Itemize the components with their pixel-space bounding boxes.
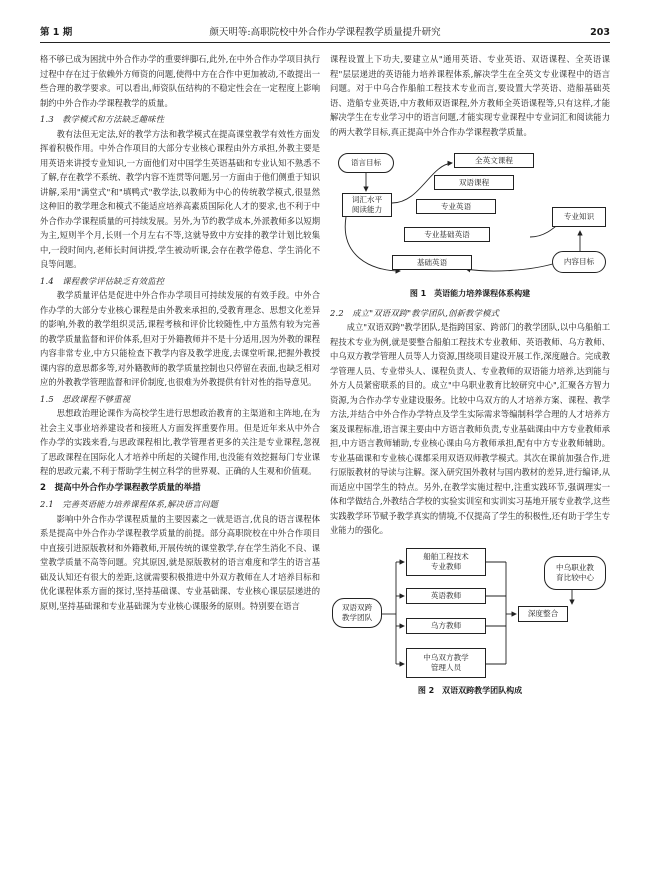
right-column xyxy=(330,52,610,864)
language-goal-node: 语言目标 xyxy=(338,153,394,173)
section-heading: 1.5 思政课程不够重视 xyxy=(40,393,131,404)
issue-number: 第 1 期 xyxy=(40,27,73,38)
comparison-center-node: 中乌职业教 育比较中心 xyxy=(544,556,606,590)
specialized-basic-english-node: 专业基础英语 xyxy=(404,227,490,242)
basic-english-node: 基础英语 xyxy=(392,255,472,270)
section-heading: 1.4 课程教学评估缺乏有效监控 xyxy=(40,275,165,286)
running-title: 颜天明等:高职院校中外合作办学课程教学质量提升研究 xyxy=(209,27,441,38)
ship-engineering-teacher-node: 船舶工程技术 专业教师 xyxy=(406,548,486,576)
chapter-heading: 2 提高中外合作办学课程教学质量的举措 xyxy=(40,482,201,493)
paragraph: 思想政治理论课作为高校学生进行思想政治教育的主渠道和主阵地,在为社会主义事业培养建设者和接班人方面发挥重要作用。但是近年来从中外合作办学的实践来看,与思政课程相比,教学管理者更多的关注是专业课程,忽视了思政课程在国际化人才培养中所起的关键作用,也没能有效挖掘每门专业课程的思政元素,不利于帮助学生树立科学的世界观、正确的人生观和价值观。 xyxy=(40,408,320,476)
paragraph: 格不够已成为困扰中外合作办学的重要绊脚石,此外,在中外合作办学项目执行过程中存在过于依赖外方师资的问题,使得中方在合作中更加被动,不敢提出一些合理的教学要求。可以看出,师资队伍结构的不稳定性会在一定程度上影响制约中外合作办学课程教学的质量。 xyxy=(40,54,320,108)
page-number: 203 xyxy=(590,27,610,38)
paragraph: 成立"双语双跨"教学团队,是指跨国家、跨部门的教学团队,以中乌船舶工程技术专业为例,就是要整合船舶工程技术专业教师、英语教师、乌方教师、中乌双方教学管理人员等人力资源,围绕项目建设开展工作,深度融合。完成教学管理人员、专业带头人、课程负责人、专业教师的双语能力培养,达到能与外方人员紧密联系的目的。成立"中乌职业教育比较研究中心",汇聚各方智力资源,为合作办学专业建设服务。比较中乌双方的人才培养方案、课程、教学方法,并结合中外合作办学特点及学生实际需求等编制科学合理的人才培养方案及课程标准,语言课主要由中方语言教师负责,专业基础课由中方专业教师承担,中方语言教师辅助,专业核心课由乌方教师承担,配有中方专业教师辅助。专业基础课和专业核心课都采用双语双师教学模式。其次在课前加强合作,进行原版教材的导读与注解。深入研究国外教材与国内教材的差异,进行编译,从而适应中国学生的特点。另外,在教学实施过程中,注重实践环节,强调理实一体和学做结合,外教结合学校的实验实训室和实训实习基地开展专业教学,这些实践教学环节赋予教学真实的情境,不仅提高了学生的积极性,还有助于学生专业能力的强化。 xyxy=(330,322,610,535)
bilingual-team-node: 双语双跨 教学团队 xyxy=(332,598,382,628)
full-english-course-node: 全英文课程 xyxy=(454,153,534,168)
management-staff-node: 中乌双方教学 管理人员 xyxy=(406,648,486,678)
paragraph: 教学质量评估是促进中外合作办学项目可持续发展的有效手段。中外合作办学的大部分专业核心课程是由外教来承担的,受教育理念、思想文化差异的影响,外教的教学组织灵活,课程考核和评价比较随性,中方虽然有较为完善的教学质量监督和评价体系,但对于外籍教师并不是十分适用,因为外教的课程内容非常专业,中方只能检查下教学内容及教学进度,去课堂听课,把握外教授课内容的意思都多等,对外籍教师的教学质量控制也只停留在表面,也缺乏相对应的外教教学管理监督和评价制度,也很难为外教提供有针对性的指导意见。 xyxy=(40,290,320,387)
bilingual-course-node: 双语课程 xyxy=(434,175,514,190)
figure-1-caption: 图 1 英语能力培养课程体系构建 xyxy=(409,289,531,298)
specialized-knowledge-node: 专业知识 xyxy=(552,207,606,227)
ukrainian-teacher-node: 乌方教师 xyxy=(406,618,486,634)
section-heading: 1.3 教学模式和方法缺乏趣味性 xyxy=(40,114,165,124)
section-heading: 2.2 成立"双语双跨"教学团队,创新教学模式 xyxy=(330,307,500,318)
content-goal-node: 内容目标 xyxy=(552,251,606,273)
figure-2-diagram xyxy=(330,546,610,682)
paragraph: 影响中外合作办学课程质量的主要因素之一就是语言,优良的语言课程体系是提高中外合作办学课程教学质量的前提。部分高职院校在中外合作项目中直接引进原版教材和外籍教师,开展传统的课堂教学,存在学生消化不良、课堂教学质量不高等问题。究其原因,就是原版教材的语言难度和学生的语言基础及认知还有很大的差距,这就需要积极推进中外双方教师在人才培养目标和优化课程体系方面的探讨,坚持基础课、专业基础课、专业核心课层层递进的原则,坚持基础课和专业基础课为专业核心课服务的原则。特别要在语言 xyxy=(40,513,320,611)
specialized-english-node: 专业英语 xyxy=(416,199,496,214)
figure-2-caption: 图 2 双语双跨教学团队构成 xyxy=(417,685,523,695)
paragraph: 课程设置上下功夫,要建立从"通用英语、专业英语、双语课程、全英语课程"层层递进的英语能力培养课程体系,解决学生在全英文专业课程中的语言问题。对于中乌合作船舶工程技术专业而言,要设置大学英语、造船基础英语、造船专业英语,中方教师双语课程,外方教师全英语课程等,只有这样,才能解决学生在专业学习中的语言问题,才能实现专业课程中专业词汇和阅读能力的两大教学目标,真正提高中外合作办学课程教学质量。 xyxy=(330,54,610,137)
paragraph: 教有法但无定法,好的教学方法和教学模式在提高课堂教学有效性方面发挥着积极作用。中外合作项目的大部分专业核心课程由外方承担,外教主要是用英语来讲授专业知识,一方面他们对中国学生英语基础和专业认知不熟悉不了解,存在教学不系统、教学内容不连贯等问题,另一方面由于他们侧重于知识讲解,采用"满堂式"和"填鸭式"教学法,以教师为中心的传统教学模式,很显然这种旧的教学理念和模式不能适应培养高素质国际化人才的要求,也不利于中外合作办学课程质量的可持续发展。另外,为节约教学成本,外派教师多以短期为主,短则半个月,长则一个月左右不等,这就导致中方安排的教学计划比较集中,一段时间内,老师长时间讲授,学生被动听课,会存在教学倦怠、学生消化不良等问题。 xyxy=(40,128,320,269)
left-column xyxy=(40,52,320,864)
deep-integration-node: 深度整合 xyxy=(518,606,568,622)
section-heading: 2.1 完善英语能力培养课程体系,解决语言问题 xyxy=(40,499,219,509)
vocab-reading-node: 词汇水平 阅读能力 xyxy=(342,193,392,217)
figure-1-diagram xyxy=(330,145,610,285)
running-header xyxy=(40,26,610,40)
english-teacher-node: 英语教师 xyxy=(406,588,486,604)
header-rule xyxy=(40,42,610,43)
